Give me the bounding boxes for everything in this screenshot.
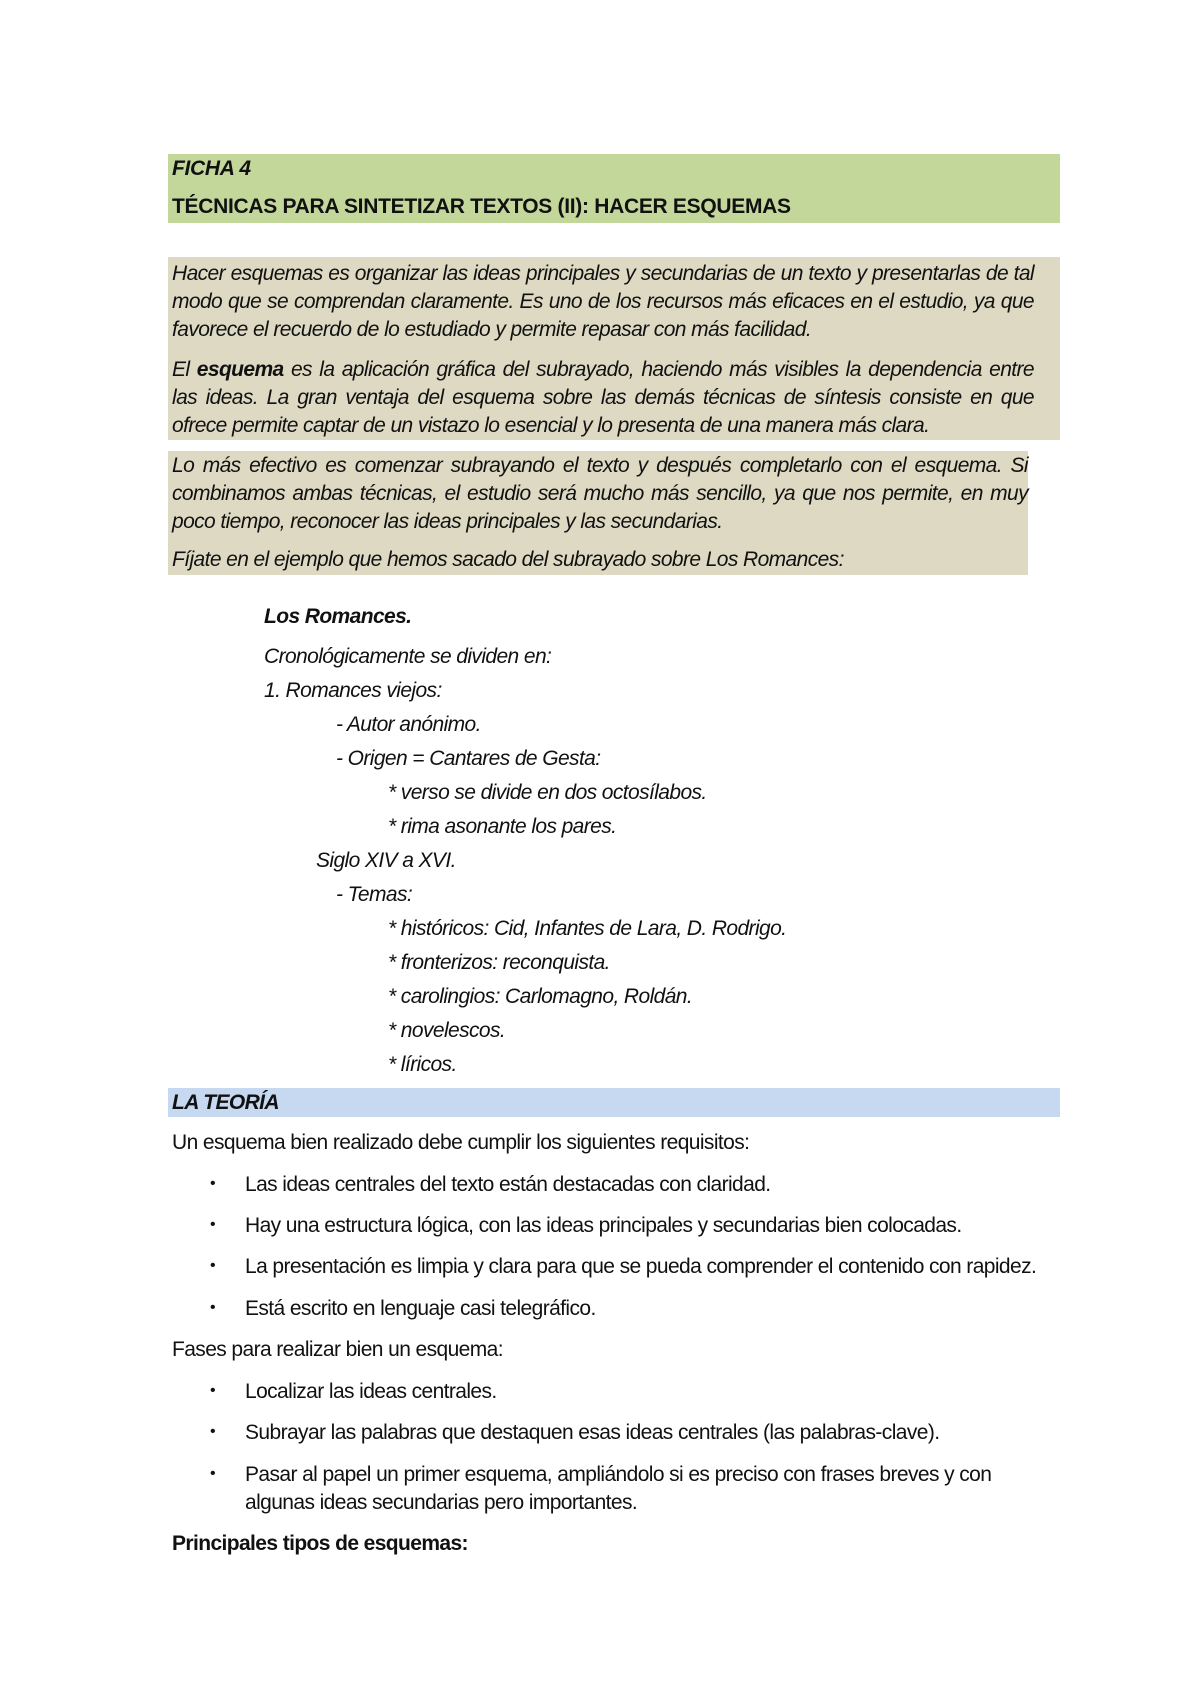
example-line-4: - Origen = Cantares de Gesta:: [336, 747, 601, 770]
phases-intro: Fases para realizar bien un esquema:: [172, 1338, 503, 1361]
example-line-3: - Autor anónimo.: [336, 713, 481, 736]
example-line-7: Siglo XIV a XVI.: [316, 849, 456, 872]
intro-paragraph-2: [172, 356, 1034, 440]
phase-3: Pasar al papel un primer esquema, ampliándolo si es preciso con frases breves y con: [245, 1463, 992, 1486]
teoria-band: [168, 1088, 1060, 1117]
bullet-icon: •: [210, 1175, 216, 1192]
example-line-2: 1. Romances viejos:: [264, 679, 442, 702]
p2-after: es la aplicación gráfica del subrayado, haciendo más visibles la dependencia entre las ideas. La gran ventaja del esquema sobre las demás técnicas de síntesis consiste en que ofrece permite captar de un vistazo lo esencial y lo presenta de una manera más clara.: [172, 358, 1034, 437]
example-line-8: - Temas:: [336, 883, 413, 906]
requirements-intro: Un esquema bien realizado debe cumplir los siguientes requisitos:: [172, 1131, 750, 1154]
requirement-3: La presentación es limpia y clara para que se pueda comprender el contenido con rapidez.: [245, 1255, 1037, 1278]
phase-1: Localizar las ideas centrales.: [245, 1380, 497, 1403]
teoria-heading: LA TEORÍA: [172, 1091, 279, 1114]
example-line-13: * líricos.: [388, 1053, 457, 1076]
requirement-2: Hay una estructura lógica, con las ideas principales y secundarias bien colocadas.: [245, 1214, 962, 1237]
example-line-11: * carolingios: Carlomagno, Roldán.: [388, 985, 693, 1008]
intro-paragraph-1: Hacer esquemas es organizar las ideas principales y secundarias de un texto y presentarlas de tal modo que se comprendan claramente. Es uno de los recursos más eficaces en el estudio, ya que favorece el recuerdo de lo estudiado y permite repasar con más facilidad.: [172, 262, 1034, 341]
esquema-term: esquema: [196, 358, 284, 381]
example-line-1: Cronológicamente se dividen en:: [264, 645, 552, 668]
p2-before: El: [172, 358, 197, 381]
example-title: Los Romances.: [264, 605, 412, 628]
page-title: TÉCNICAS PARA SINTETIZAR TEXTOS (II): HACER ESQUEMAS: [172, 195, 791, 218]
method-paragraph: Lo más efectivo es comenzar subrayando el texto y después completarlo con el esquema. Si combinamos ambas técnicas, el estudio será mucho más sencillo, ya que nos permite, en muy poco tiempo, reconocer las ideas principales y las secundarias.: [172, 454, 1028, 533]
example-line-12: * novelescos.: [388, 1019, 506, 1042]
example-line-9: * históricos: Cid, Infantes de Lara, D. Rodrigo.: [388, 917, 787, 940]
ficha-label: FICHA 4: [172, 157, 251, 180]
example-line-6: * rima asonante los pares.: [388, 815, 617, 838]
requirement-4: Está escrito en lenguaje casi telegráfico.: [245, 1297, 596, 1320]
example-line-5: * verso se divide en dos octosílabos.: [388, 781, 707, 804]
example-line-10: * fronterizos: reconquista.: [388, 951, 610, 974]
bullet-icon: •: [210, 1257, 216, 1274]
bullet-icon: •: [210, 1216, 216, 1233]
example-intro: Fíjate en el ejemplo que hemos sacado del subrayado sobre Los Romances:: [172, 548, 844, 571]
bullet-icon: •: [210, 1299, 216, 1316]
bullet-icon: •: [210, 1423, 216, 1440]
bullet-icon: •: [210, 1465, 216, 1482]
phase-2: Subrayar las palabras que destaquen esas ideas centrales (las palabras-clave).: [245, 1421, 940, 1444]
types-heading: Principales tipos de esquemas:: [172, 1532, 468, 1555]
phase-3-continued: algunas ideas secundarias pero importantes.: [245, 1491, 638, 1514]
requirement-1: Las ideas centrales del texto están destacadas con claridad.: [245, 1173, 771, 1196]
bullet-icon: •: [210, 1382, 216, 1399]
